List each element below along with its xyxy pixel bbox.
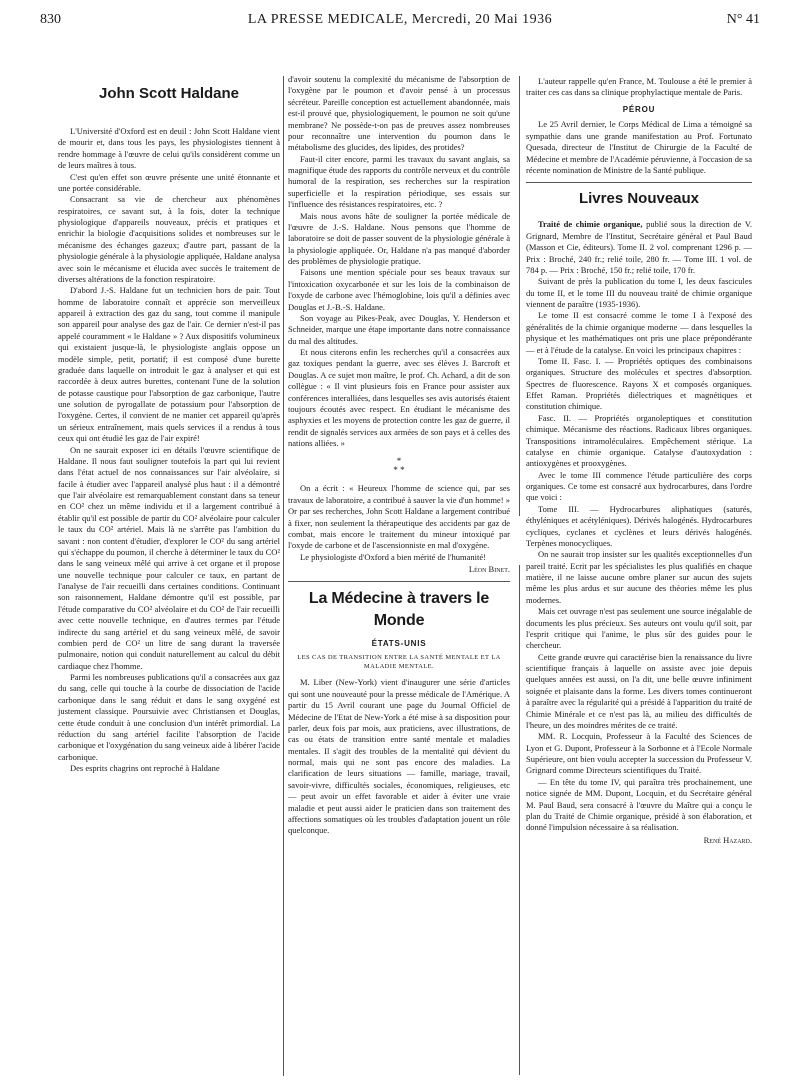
author-signature: René Hazard. [703,834,752,845]
paragraph: Parmi les nombreuses publications qu'il a consacrées aux gaz du sang, celle qui touche à la courbe de dissociation de l'acide carbonique dans le sang réduit et dans le sang oxygéné est justement classique. Poursuivie avec Christiansen et Douglas, cette étude conduit à une conclusion d'un intérêt primordial. La réduction du sang artériel facilite l'absorption de l'acide carbonique et l'oxygénation du sang veineux aide à libérer l'acide carbonique. [58,672,280,762]
country-heading: PÉROU [622,104,656,114]
paragraph: Mais nous avons hâte de souligner la portée médicale de l'œuvre de J.-S. Haldane. Nous pensons que l'homme de laboratoire se doit de passer souvent de la physiologie générale à la physiologie appliquée. Or, Haldane n'a pas manqué d'aborder des problèmes de physiologie pratique. [288,210,510,266]
section-separator-stars: * * * [393,456,405,476]
paragraph: Fasc. II. — Propriétés organoleptiques et constitution chimique. Mécanisme des réactions. Radicaux libres organiques. Transpositions intramoléculaires. Empêchement stérique. La catalyse en chimie organique. Catalyse d'autoxydation : antioxygènes et prooxygènes. [526,412,752,469]
paragraph: Consacrant sa vie de chercheur aux phénomènes respiratoires, ce savant sut, à la fois, doter la technique physiologique d'appareils nouveaux, précis et pratiques et enrichir la biologie d'acquisitions solides et nombreuses sur le mécanisme des échanges gazeux; d'autre part, passant de la physiologie générale à la physiologie appliquée, Haldane analysa avec soin le mécanisme et élucida avec succès le traitement de diverses altérations de la fonction respiratoire. [58,194,280,284]
paragraph: — En tête du tome IV, qui paraîtra très prochainement, une notice signée de MM. Dupont, Locquin, et du Secrétaire général M. Paul Baud, sera consacré à l'œuvre du Maître qui a conçu le plan du Traité de Chimie organique, présidé à son élaboration, et donné l'impulsion nécessaire à sa réalisation. [526,776,752,833]
paragraph: D'abord J.-S. Haldane fut un technicien hors de pair. Tout homme de laboratoire connaît et apprécie son merveilleux appareil à extraction des gaz du sang, tout comme il manipule son appareil pour analyse des gaz de l'air. Ce dernier n'est-il pas appelé couramment « le Haldane » ? Aux dispositifs volumineux qui existaient jusque-là, le physiologiste anglais oppose un modèle simple, petit, portatif; il est composé d'une burette graduée dans laquelle on introduit le gaz à analyser et qui est raccordée à deux autres burettes, contenant l'une de la solution de potasse caustique pour l'absorption de gaz carbonique, l'autre une solution de pyrogallate de potassium pour l'absorption de l'oxygène. Certes, il convient de ne manier cet appareil qu'après un sérieux entraînement, mais quels services il a rendus à tous ceux qui ont étudié les gaz de l'air expiré! [58,285,280,444]
paragraph: L'auteur rappelle qu'en France, M. Toulouse a été le premier à traiter ces cas dans sa clinique prophylactique mentale de Paris. [526,76,752,98]
article-title-haldane: John Scott Haldane [98,85,240,102]
paragraph: Et nous citerons enfin les recherches qu'il a consacrées aux gaz toxiques pendant la guerre, avec ses élèves J. Barcroft et Douglas. A ce sujet mon maître, le prof. Ch. Achard, a dit de son collègue : « Il vint plusieurs fois en France pour assister aux conférences interalliées, dans lesquelles ses avis autorisés étaient toujours écoutés avec respect. En étudiant le mécanisme des asphyxies et les moyens de protection contre les gaz de guerre, il rendit de signalés services aux armées de son pays et à celles des nations alliées. » [288,347,510,448]
paragraph: Le tome II est consacré comme le tome I à l'exposé des généralités de la chimie organique moderne — dans lesquelles la physique et les mathématiques ont pris une place prépondérante — et à l'étude de la catalyse. En voici les principaux chapitres : [526,310,752,355]
column-divider [283,76,284,1076]
author-signature: Léon Binet. [468,564,510,574]
column-divider [519,565,520,1075]
paragraph: Mais cet ouvrage n'est pas seulement une source inégalable de documents les plus précieux. Ses auteurs ont voulu qu'il soit, par l'esprit critique qui l'anime, le plus sûr des guides pour le chercheur. [526,606,752,651]
paragraph: Tome III. — Hydrocarbures aliphatiques (saturés, éthyléniques et acétyléniques). Dérivés halogénés. Hydrocarbures cycliques, cyclanes et cyclènes et leurs dérivés halogénés. Terpènes monocycliques. [526,503,752,548]
divider [526,182,752,183]
paragraph: Son voyage au Pikes-Peak, avec Douglas, Y. Henderson et Schneider, marque une étape importante dans notre connaissance du mal des altitudes. [288,312,510,346]
book-title: Traité de chimie organique, [538,219,643,230]
paragraph: On ne saurait exposer ici en détails l'œuvre scientifique de Haldane. Il nous faut souligner toutefois la part qui lui revient dans l'état actuel de nos connaissances sur l'air alvéolaire, si facile à étudier avec l'appareil analysé plus haut : il a démontré que l'air alvéolaire est remarquablement constant dans sa teneur en CO² chez un même individu et il a largement contribué à établir qu'il est possible de partir du CO² alvéolaire pour calculer le taux du CO² artériel. Mais là ne s'arrête pas l'ambition du savant : non content d'étudier, d'explorer le CO² du sang artériel qui s'échappe du poumon, il cherche à déterminer le taux du CO² dans le sang veineux mêlé qui arrive à cet organe et il propose une nouvelle technique pour calculer ce taux, en partant de l'analyse de l'air recueilli dans certaines conditions. Continuant son raisonnement, Haldane démontre qu'il est possible, par l'étude comparative du CO² alvéolaire et du CO² de l'air recueilli avec cette nouvelle technique, en d'autres termes par l'étude indirecte du sang artériel et du sang veineux mêlé, de savoir combien perd de CO² un litre de sang durant la traversée pulmonaire, notion qui conduit naturellement au calcul du débit cardiaque chez l'homme. [58,444,280,671]
paragraph: MM. R. Locquin, Professeur à la Faculté des Sciences de Lyon et G. Dupont, Professeur à la Sorbonne et à l'Ecole Normale Supérieure, ont bien voulu accepter la succession du Professeur V. Grignard comme Directeurs scientifiques du Traité. [526,731,752,776]
country-heading: ÉTATS-UNIS [371,639,427,649]
issue-number: N° 41 [726,12,760,27]
page-number: 830 [40,12,61,27]
paragraph: M. Liber (New-York) vient d'inaugurer une série d'articles qui sont une nouveauté pour la presse médicale de l'Amérique. A partir du 15 Avril courant une page du Journal Officiel de Médecine de l'Etat de New-York a été mise à sa disposition pour parler, deux fois par mois, aux praticiens, avec illustrations, de cas ou états de transition entre santé mentale et maladies mentales. Il s'agit des troubles de la mentalité qui dévient du normal, mais qui ne sont pas encore des maladies. La clarification de leurs situations — famille, mariage, travail, savoir-vivre, difficultés sociales, économiques, religieuses, etc — peut avoir un effet favorable et aider à éviter une vraie maladie et peut aussi aider le praticien dans son traitement des affections somatiques où les troubles d'adaptation jouent un rôle quelconque. [288,677,510,836]
divider [288,581,510,582]
section-title-livres: Livres Nouveaux [578,190,700,208]
paragraph: Tome II. Fasc. I. — Propriétés optiques des combinaisons organiques. Structure des molécules et spectres d'absorption. Spectres de fluorescence. Rayons X et composés organiques. Effet Raman. Propriétés diélectriques et magnétiques et constitution chimique. [526,355,752,412]
paragraph: On a écrit : « Heureux l'homme de science qui, par ses travaux de laboratoire, a contribué à sauver la vie d'un homme! » Or par ses recherches, John Scott Haldane a largement contribué à fixer, non seulement la thérapeutique des accidents par gaz de combat, mais encore le traitement du mineur intoxiqué par l'oxyde de carbone et de l'ascensionniste en mal d'oxygène. [288,483,510,551]
paragraph: Suivant de près la publication du tome I, les deux fascicules du tome II, et le tome III du nouveau traité de chimie organique viennent de paraître (1935-1936). [526,276,752,310]
paragraph: L'Université d'Oxford est en deuil : John Scott Haldane vient de mourir et, dans tous les pays, les physiologistes tiennent à rendre hommage à l'œuvre de celui qu'ils considèrent comme un de leurs maîtres à tous. [58,126,280,171]
column-1 [58,74,280,774]
journal-title: LA PRESSE MEDICALE, Mercredi, 20 Mai 1936 [247,12,553,27]
paragraph: d'avoir soutenu la complexité du mécanisme de l'absorption de l'oxygène par le poumon et d'avoir pensé à un processus sécréteur. Pareille conception est actuellement abandonnée, mais est-il prouvé que, physiologiquement, le poumon ne soit qu'une membrane? Ne possède-t-on pas de preuves assez nombreuses pour reconnaître une intervention du poumon dans le métabolisme des glucides, des lipides, des protides? [288,74,510,153]
book-details: publié sous la direction de V. Grignard, Membre de l'Institut, Secrétaire général et Paul Baud (Masson et Cie, éditeurs). Tome II. 2 vol. comprenant 1296 p. — Prix : Broché, 240 fr.; relié toile, 280 fr. — Tome III. 1 vol. de 784 p. — Prix : Broché, 150 fr.; relié toile, 170 fr. [526,219,752,275]
section-title-medecine: La Médecine à travers le Monde [308,590,490,629]
book-review [526,219,752,846]
paragraph: Le 25 Avril dernier, le Corps Médical de Lima a témoigné sa sympathie dans une grande manifestation au Prof. Fortunato Quesada, directeur de l'Institut de Chirurgie de la Faculté de Médecine et membre de l'Académie péruvienne, à l'occasion de sa récente nomination de Ministre de la Santé publique. [526,119,752,175]
paragraph: Cette grande œuvre qui caractérise bien la renaissance du livre scientifique français à laquelle on assiste avec joie depuis quelques années est aussi, on l'a dit, une belle œuvre infiniment soignée et plaisante dans la forme. Les divers tomes continueront à paraître avec la régularité qui a présidé à l'apparition du traité de Chimie Minérale et ce n'est pas là, au milieu des difficultés de l'heure, un des moindres mérites de ce traité. [526,651,752,730]
paragraph: Faut-il citer encore, parmi les travaux du savant anglais, sa magnifique étude des rapports du contrôle nerveux et du contrôle humoral de la respiration, ses recherches sur la respiration superficielle et la respiration périodique, ses essais sur l'influence des résistances respiratoires, etc. ? [288,153,510,210]
paragraph: Le physiologiste d'Oxford a bien mérité de l'humanité! [300,551,486,562]
paragraph: Faisons une mention spéciale pour ses beaux travaux sur l'intoxication oxycarbonée et sur les lois de la combinaison de l'oxyde de carbone avec l'hémoglobine, lois qu'il a définies avec Douglas et J.-B.-S. Haldane. [288,267,510,312]
paragraph: On ne saurait trop insister sur les qualités exceptionnelles d'un pareil traité. Ecrit par les spécialistes les plus qualifiés en chaque matière, il ne laisse aucune ombre planer sur aucun des sujets même les plus ardus et sur aucune des théories même les plus modernes. [526,549,752,605]
paragraph: Des esprits chagrins ont reproché à Haldane [70,763,220,774]
column-divider [519,76,520,516]
paragraph: C'est qu'en effet son œuvre présente une unité étonnante et une portée considérable. [58,171,280,193]
page-header [40,12,760,36]
column-3 [526,76,752,846]
article-subtitle: LES CAS DE TRANSITION ENTRE LA SANTÉ MENTALE ET LA MALADIE MENTALE. [297,653,501,670]
paragraph: Avec le tome III commence l'étude particulière des corps organiques. Ce tome est consacré aux hydrocarbures, dans l'ordre que voici : [526,469,752,503]
column-2 [288,74,510,837]
